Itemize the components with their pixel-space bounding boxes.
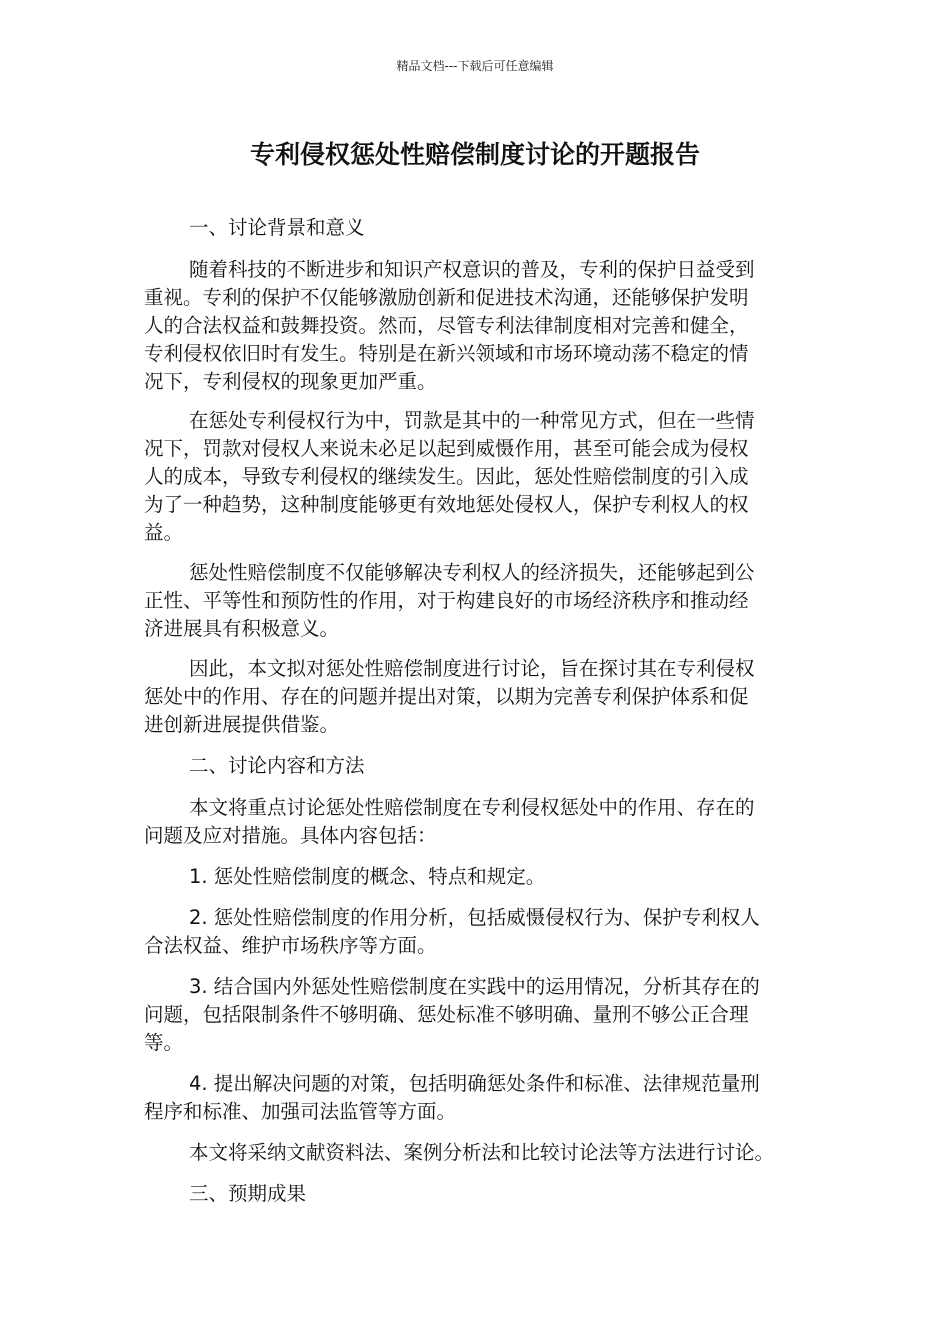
paragraph-4-line-1: 因此，本文拟对惩处性赔偿制度进行讨论，旨在探讨其在专利侵权 bbox=[189, 657, 755, 680]
paragraph-1-line-4: 专利侵权依旧时有发生。特别是在新兴领域和市场环境动荡不稳定的情 bbox=[144, 342, 749, 365]
paragraph-3-line-3: 济进展具有积极意义。 bbox=[144, 617, 340, 640]
section-heading-2: 二、讨论内容和方法 bbox=[189, 754, 365, 777]
paragraph-1-line-3: 人的合法权益和鼓舞投资。然而，尽管专利法律制度相对完善和健全， bbox=[144, 314, 749, 337]
paragraph-1-line-5: 况下，专利侵权的现象更加严重。 bbox=[144, 370, 437, 393]
list-item-2-line-2: 合法权益、维护市场秩序等方面。 bbox=[144, 934, 437, 957]
section-heading-1: 一、讨论背景和意义 bbox=[189, 216, 365, 239]
paragraph-3-line-1: 惩处性赔偿制度不仅能够解决专利权人的经济损失，还能够起到公 bbox=[189, 561, 755, 584]
paragraph-4-line-3: 进创新进展提供借鉴。 bbox=[144, 713, 340, 736]
paragraph-3-line-2: 正性、平等性和预防性的作用，对于构建良好的市场经济秩序和推动经 bbox=[144, 589, 749, 612]
list-item-1-line-1: 1. 惩处性赔偿制度的概念、特点和规定。 bbox=[189, 865, 546, 888]
paragraph-5-line-2: 问题及应对措施。具体内容包括： bbox=[144, 824, 437, 847]
paragraph-6-line-1: 本文将采纳文献资料法、案例分析法和比较讨论法等方法进行讨论。 bbox=[189, 1141, 775, 1164]
list-item-3-line-2: 问题，包括限制条件不够明确、惩处标准不够明确、量刑不够公正合理 bbox=[144, 1003, 749, 1026]
header-note: 精品文档---下载后可任意编辑 bbox=[396, 59, 554, 73]
paragraph-4-line-2: 惩处中的作用、存在的问题并提出对策，以期为完善专利保护体系和促 bbox=[144, 685, 749, 708]
paragraph-2-line-4: 为了一种趋势，这种制度能够更有效地惩处侵权人，保护专利权人的权 bbox=[144, 493, 749, 516]
paragraph-2-line-3: 人的成本，导致专利侵权的继续发生。因此，惩处性赔偿制度的引入成 bbox=[144, 465, 749, 488]
list-item-3-line-1: 3. 结合国内外惩处性赔偿制度在实践中的运用情况，分析其存在的 bbox=[189, 975, 760, 998]
list-item-4-line-2: 程序和标准、加强司法监管等方面。 bbox=[144, 1100, 457, 1123]
paragraph-5-line-1: 本文将重点讨论惩处性赔偿制度在专利侵权惩处中的作用、存在的 bbox=[189, 796, 755, 819]
paragraph-2-line-5: 益。 bbox=[144, 521, 184, 544]
list-item-4-line-1: 4. 提出解决问题的对策，包括明确惩处条件和标准、法律规范量刑 bbox=[189, 1072, 760, 1095]
list-item-2-line-1: 2. 惩处性赔偿制度的作用分析，包括威慑侵权行为、保护专利权人 bbox=[189, 906, 760, 929]
paragraph-2-line-1: 在惩处专利侵权行为中，罚款是其中的一种常见方式，但在一些情 bbox=[189, 409, 755, 432]
paragraph-2-line-2: 况下，罚款对侵权人来说未必足以起到威慑作用，甚至可能会成为侵权 bbox=[144, 437, 749, 460]
section-heading-3: 三、预期成果 bbox=[189, 1182, 307, 1205]
list-item-3-line-3: 等。 bbox=[144, 1031, 184, 1054]
document-title: 专利侵权惩处性赔偿制度讨论的开题报告 bbox=[249, 140, 700, 169]
paragraph-1-line-1: 随着科技的不断进步和知识产权意识的普及，专利的保护日益受到 bbox=[189, 258, 755, 281]
paragraph-1-line-2: 重视。专利的保护不仅能够激励创新和促进技术沟通，还能够保护发明 bbox=[144, 286, 749, 309]
